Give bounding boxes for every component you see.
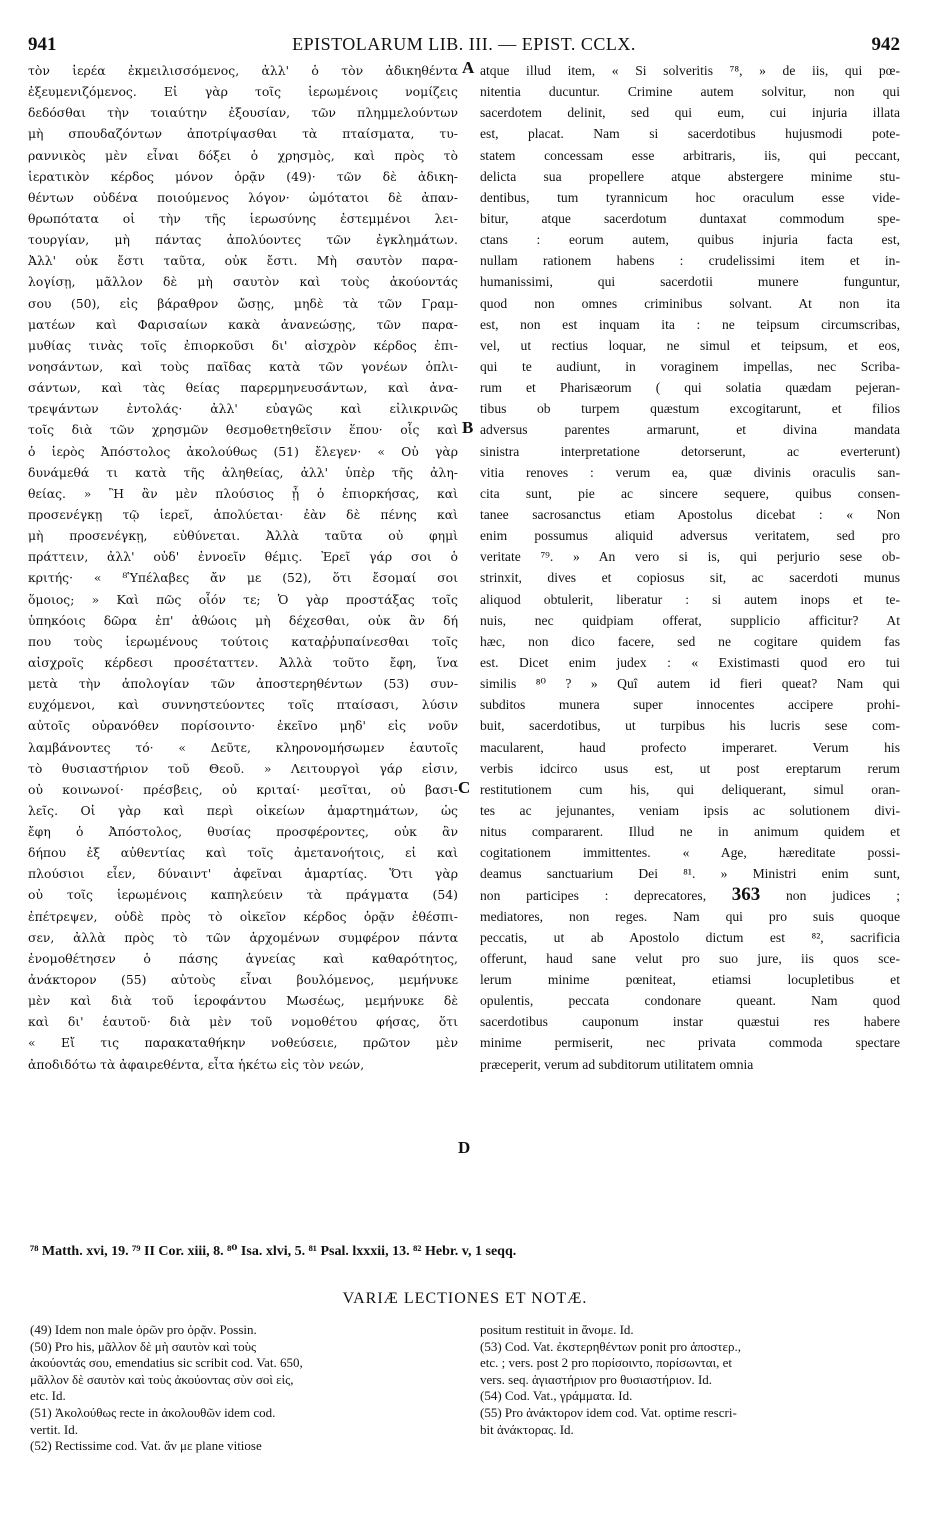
greek-text-line: δήπου ἐξ αὐθεντίας καὶ τοῖς ἀμετανοήτοις, εἰ καὶ	[28, 845, 458, 861]
note-line: (52) Rectissime cod. Vat. ἄν με plane vitiose	[30, 1438, 262, 1454]
note-line: μᾶλλον δὲ σαυτὸν καὶ τοὺς ἀκούοντας σὺν σοὶ εἰς,	[30, 1371, 294, 1387]
greek-text-line: μὴ προσενέγκῃ, εὐθύνεται. Ἀλλὰ ταῦτα οὐ φημὶ	[28, 528, 458, 544]
note-line: bit ἀνάκτορας. Id.	[480, 1421, 574, 1437]
greek-text-line: λεῖς. Οἱ γὰρ καὶ περὶ οἰκείων ἁμαρτημάτων, ὡς	[28, 802, 458, 818]
greek-text-line: ἐπέτρεψεν, οὐδὲ πρὸς τὸ οἰκεῖον κέρδος ὁρᾷν ἐθέσπι-	[28, 908, 458, 924]
greek-text-line: ἐξευμενιζόμενος. Εἰ γὰρ τοῖς ἱερωμένοις νομίζεις	[28, 84, 458, 100]
greek-text-line: πλούσιοι εἶεν, δύναιντ' ἀφεῖναι ἁμαρτίας. Ὅτι γὰρ	[28, 866, 458, 882]
greek-text-line: μετὰ τὴν ἀπολογίαν τῶν ἀποστερηθέντων (53) συν-	[28, 676, 458, 692]
latin-text-line: est, placat. Nam si sacerdotibus hujusmodi pote-	[480, 126, 900, 142]
latin-inline-text: non judices ;	[760, 888, 900, 904]
latin-text-line: cogitationem immittentes. « Age, hæreditate possi-	[480, 845, 900, 861]
latin-text-line: opulentis, peccata condonare queant. Nam quod	[480, 993, 900, 1009]
latin-text-line: sacerdotibus cauponum instar quæstui res habere	[480, 1014, 900, 1030]
note-line: ἀκούοντάς σου, emendatius sic scribit cod. Vat. 650,	[30, 1355, 303, 1371]
latin-text-line: nullam rationem habens : crudelissimi item et in-	[480, 253, 900, 269]
greek-text-line: λογίσῃ, μᾶλλον δὲ μὴ σαυτὸν καὶ τοὺς ἀκούοντάς	[28, 274, 458, 290]
greek-text-line: δυνάμεθά τι κατὰ τῆς ἀληθείας, ἀλλ' ὑπὲρ τῆς ἀλη-	[28, 464, 458, 480]
greek-text-line: « Εἴ τις παρακαταθήκην νοθεύσειε, πρῶτον μὲν	[28, 1035, 458, 1051]
latin-text-line: mediatores, non reges. Nam qui pro suis quoque	[480, 908, 900, 924]
greek-text-line: ἐνομοθέτησεν ὁ πάσης ἁγνείας καὶ καθαρότητος,	[28, 950, 458, 966]
page-header	[28, 34, 900, 56]
latin-text-line: veritate ⁷⁹. » An vero si is, qui perjurio sese ob-	[480, 549, 900, 565]
latin-text-line: delicta sua propellere atque abstergere minime stu-	[480, 168, 900, 184]
greek-text-line: σου (50), εἰς βάραθρον ὤσῃς, μηδὲ τὰ τῶν Γραμ-	[28, 295, 458, 311]
margin-marker-a: A	[462, 58, 475, 77]
greek-text-line: τοῖς διὰ τῶν χρησμῶν θεσμοθετηθεῖσιν ἕπου· οἷς καὶ	[28, 422, 458, 438]
latin-text-line: rum et Pharisæorum ( qui solatia quædam pejeran-	[480, 380, 900, 396]
latin-text-line: ctans : eorum autem, quibus injuria facta est,	[480, 232, 900, 248]
right-page-number: 942	[871, 34, 900, 55]
greek-text-line: αὐτοῖς οὐρανόθεν πορίσοιντο· ἐκεῖνο μηδ' εἰς νοῦν	[28, 718, 458, 734]
note-line: (50) Pro his, μᾶλλον δὲ μὴ σαυτὸν καὶ τοὺς	[30, 1338, 257, 1354]
greek-text-line: θείας. » Ἢ ἂν μὲν πλούσιος ᾖ ὁ ἐπιορκήσας, καὶ	[28, 485, 458, 501]
latin-text-line: enim possumus aliquid adversus veritatem, sed pro	[480, 528, 900, 544]
latin-text-line: tibus ob turpem quæstum excogitarunt, et filios	[480, 401, 900, 417]
greek-text-line: κριτής· « ⁸Ὑπέλαβες ἄν με (52), ὅτι ἔσομαί σοι	[28, 570, 458, 586]
latin-text-line: aliquod obtulerit, liberatur : si autem inops et te-	[480, 591, 900, 607]
latin-text-line: subditos munera super innocentes accipere prohi-	[480, 697, 900, 713]
latin-text-line: nitentia ducuntur. Crimine autem solvitur, non qui	[480, 84, 900, 100]
latin-text-line: restitutionem cum his, qui deliquerant, simul oran-	[480, 781, 900, 797]
greek-text-line: νοησάντων, καὶ τοὺς παῖδας κατὰ τῶν γονέων ὁπλι-	[28, 358, 458, 374]
note-line: (51) Ἀκολούθως recte in ἀκολουθῶν idem cod.	[30, 1404, 276, 1420]
greek-text-line: προσενέγκῃ τῷ ἱερεῖ, ἀπολύεται· ἐὰν δὲ πένης καὶ	[28, 506, 458, 522]
greek-text-line: που τοὺς ἱερωμένους τούτοις καταῤῥυπαίνεσθαι τοῖς	[28, 633, 458, 649]
note-line: etc. Id.	[30, 1388, 66, 1404]
latin-text-line: vel, ut rectius loquar, ne simul et teipsum, et eos,	[480, 337, 900, 353]
notes-right-column	[480, 1322, 900, 1438]
greek-text-line: τρεψάντων ἐντολάς· ἀλλ' εὐαγῶς καὶ εἰλικρινῶς	[28, 401, 458, 417]
latin-text-line: est. Dicet enim judex : « Existimasti quod ero tui	[480, 654, 900, 670]
latin-text-line: sinistra interpretatione detorserunt, ac everterunt)	[480, 443, 900, 459]
scripture-footnotes: ⁷⁸ Matth. xvi, 19. ⁷⁹ II Cor. xiii, 8. ⁸⁰ Isa. xlvi, 5. ⁸¹ Psal. lxxxii, 13. ⁸² Hebr. v, 1 seqq.	[30, 1244, 517, 1259]
latin-text-line: buit, sacerdotibus, ut turpibus his lucris sese com-	[480, 718, 900, 734]
latin-text-line: lerum minime pœniteat, etiamsi locupletibus et	[480, 972, 900, 988]
greek-text-line: ἀποδιδότω τὰ ἀφαιρεθέντα, εἶτα ἡκέτω εἰς τὸν νεών,	[28, 1056, 365, 1072]
latin-text-line: sacerdotem delinit, sed qui eum, cui injuria illata	[480, 105, 900, 121]
greek-text-line: ματέων καὶ Φαρισαίων κακὰ ἀνανεώσῃς, τῶν παρα-	[28, 316, 458, 332]
greek-text-line: σάντων, καὶ τὰς θείας παρερμηνευσάντων, καὶ ἀνα-	[28, 380, 458, 396]
margin-marker-d: D	[458, 1138, 471, 1157]
greek-text-line: ὁ ἱερὸς Ἀπόστολος ἀκολούθως (51) ἔλεγεν· « Οὐ γὰρ	[28, 443, 458, 459]
latin-text-line: tanee sacrosanctus etiam Apostolus dicebat : « Non	[480, 506, 900, 522]
greek-text-line: σεν, ἀλλὰ πρὸς τὸ τῶν ἀρχομένων συμφέρον πάντα	[28, 929, 458, 945]
latin-text-line: hæc, non dico facere, sed ne cogitare quidem fas	[480, 633, 900, 649]
latin-text-line: atque illud item, « Si solveritis ⁷⁸, » de iis, qui pœ-	[480, 63, 900, 78]
latin-text-line: bitur, atque sacerdotum duntaxat commodum spe-	[480, 210, 900, 226]
greek-text-line: ἱερατικὸν κέρδος μόνον ὁρᾷν (49)· τῶν δὲ ἀδικη-	[28, 168, 458, 184]
greek-text-line: θέντων οὐδένα ποιούμενος λόγον· ὠμότατοι δὲ ἀπαν-	[28, 189, 458, 205]
column-number: 363	[731, 884, 761, 906]
left-page-number: 941	[28, 34, 57, 55]
note-line: vertit. Id.	[30, 1421, 79, 1437]
latin-text-line: nuis, nec quidpiam offerat, supplicio afficitur? At	[480, 612, 900, 628]
note-line: (49) Idem non male ὁρῶν pro ὁρᾷν. Possin.	[30, 1322, 257, 1337]
latin-text-line: statem concessam esse arbitraris, iis, qui peccant,	[480, 147, 900, 163]
greek-text-line: θρωπότατα οἱ τὴν τῆς ἱερωσύνης ἐστεμμένοι λει-	[28, 210, 458, 226]
greek-text-line: καὶ δι' ἑαυτοῦ· διὰ μὲν τοῦ νομοθέτου φήσας, ὅτι	[28, 1014, 458, 1030]
greek-text-line: τὸ θυσιαστήριον τοῦ Θεοῦ. » Λειτουργοὶ γάρ εἰσιν,	[28, 760, 458, 776]
latin-text-line: verbis idcirco usus est, ut post ereptarum rerum	[480, 760, 900, 776]
greek-text-line: ἔφη ὁ Ἀπόστολος, θυσίας προσφέροντες, οὐκ ἂν	[28, 824, 458, 840]
greek-text-line: μυθίας τινὰς τοῖς ἐπιορκοῦσι δι' αἰσχρὸν κέρδος ἐπι-	[28, 337, 458, 353]
latin-text-line: vitia renoves : verum ea, quæ divinis oraculis san-	[480, 464, 900, 480]
latin-text-line: humanissimi, qui sacerdotii munere funguntur,	[480, 274, 900, 290]
note-line: (55) Pro ἀνάκτορον idem cod. Vat. optime rescri-	[480, 1404, 737, 1420]
greek-text-line: δεδόσθαι τὴν τοιαύτην ἐξουσίαν, τῶν πλημμελούντων	[28, 105, 458, 121]
latin-text-line: non participes : deprecatores, 363 non judices ;	[480, 884, 900, 906]
greek-text-line: αἰσχροῖς κέρδεσι προσέταττεν. Ἀλλὰ τοῦτο ἔφη, ἵνα	[28, 654, 458, 670]
note-line: etc. ; vers. post 2 pro πορίσοιντο, πορίσωνται, et	[480, 1355, 732, 1371]
latin-text-line: est, non est inquam ita : ne teipsum circumscribas,	[480, 316, 900, 332]
latin-text-line: peccatis, ut ab Apostolo dictum est ⁸², sacrificia	[480, 929, 900, 945]
greek-text-line: λαμβάνοντες τό· « Δεῦτε, κληρονομήσωμεν ἑαυτοῖς	[28, 739, 458, 755]
greek-text-line: ὅμοιος; » Καὶ πῶς οἷόν τε; Ὁ γὰρ προστάξας τοῖς	[28, 591, 458, 607]
greek-text-line: ἀνάκτορον (55) αὐτοὺς εἶναι βουλόμενος, μεμήνυκε	[28, 972, 458, 988]
latin-text-line: cita sunt, pie ac sincere sequere, quibus consen-	[480, 485, 900, 501]
running-title: EPISTOLARUM LIB. III. — EPIST. CCLX.	[292, 34, 636, 54]
greek-text-line: οὐ κοινωνοί· πρέσβεις, οὐ κριταί· μεσῖται, οὐ βασι-	[28, 781, 458, 797]
latin-text-line: qui te audiunt, in voraginem impellas, nec Scriba-	[480, 358, 900, 374]
latin-text-line: præceperit, verum ad subditorum utilitatem omnia	[480, 1056, 754, 1072]
greek-text-line: πράττειν, ἀλλ' οὐδ' ἐννοεῖν θέμις. Ἐρεῖ γάρ σοι ὁ	[28, 549, 458, 565]
greek-column	[28, 60, 458, 1075]
notes-left-column	[30, 1322, 450, 1455]
margin-marker-b: B	[462, 418, 474, 437]
latin-text-line: deamus sanctuarium Dei ⁸¹. » Ministri enim sunt,	[480, 866, 900, 882]
greek-text-line: Ἀλλ' οὐκ ἔστι ταῦτα, οὐκ ἔστι. Μὴ σαυτὸν παρα-	[28, 253, 458, 269]
greek-text-line: ὑπηκόοις δῶρα ἐπ' ἀθώοις μὴ δέχεσθαι, οὐκ ἂν δή	[28, 612, 458, 628]
greek-text-line: μὲν καὶ διὰ τοῦ ἱεροφάντου Μωσέως, μεμήνυκε δὲ	[28, 993, 458, 1009]
greek-text-line: ευχόμενοι, καὶ συννηστεύοντες τοῖς πταίσασι, λύσιν	[28, 697, 458, 713]
note-line: (54) Cod. Vat., γράμματα. Id.	[480, 1388, 633, 1404]
latin-text-line: similis ⁸⁰ ? » Quî autem id fieri queat? Nam qui	[480, 676, 900, 692]
latin-text-line: strinxit, dives et copiosus sit, ac sacerdoti munus	[480, 570, 900, 586]
note-line: (53) Cod. Vat. ἐκστερηθέντων ponit pro ἀποστερ.,	[480, 1338, 741, 1354]
greek-text-line: μὴ σπουδαζόντων ἀποτρίψασθαι τὰ πταίσματα, τυ-	[28, 126, 458, 142]
greek-text-line: τὸν ἱερέα ἐκμειλισσόμενος, ἀλλ' ὁ τὸν ἀδικηθέντα	[28, 63, 458, 78]
greek-text-line: οὐ τοῖς ἱερωμένοις καπηλεύειν τὰ πράγματα (54)	[28, 887, 458, 903]
greek-text-line: ραννικὸς μὲν εἶναι δόξει ὁ χρησμὸς, καὶ πρὸς τὸ	[28, 147, 458, 163]
latin-text-line: dentibus, tum tyrannicum hoc oraculum esse vide-	[480, 189, 900, 205]
latin-text-line: minime permiserit, nec privata commoda spectare	[480, 1035, 900, 1051]
notes-section-title: VARIÆ LECTIONES ET NOTÆ.	[342, 1290, 588, 1307]
latin-text-line: quod non omnes criminibus solvant. At non ita	[480, 295, 900, 311]
latin-column	[480, 60, 900, 1075]
greek-text-line: τουργίαν, μὴ πάντας ἀπολύοντες τῶν ἐγκλημάτων.	[28, 232, 458, 248]
note-line: positum restituit in ἄνομε. Id.	[480, 1322, 634, 1337]
note-line: vers. seq. ἁγιαστήριον pro θυσιαστήριον. Id.	[480, 1371, 713, 1387]
latin-text-line: offerunt, haud sane velut pro suo jure, iis quos sce-	[480, 950, 900, 966]
latin-text-line: nitus compararent. Illud ne in animum quidem et	[480, 824, 900, 840]
latin-text-line: macularent, haud profecto imperaret. Verum his	[480, 739, 900, 755]
latin-text-line: tes ac jejunantes, veniam ipsis ac solutionem divi-	[480, 802, 900, 818]
latin-text-line: adversus parentes armarunt, et divina mandata	[480, 422, 900, 438]
margin-marker-c: C	[458, 778, 471, 797]
